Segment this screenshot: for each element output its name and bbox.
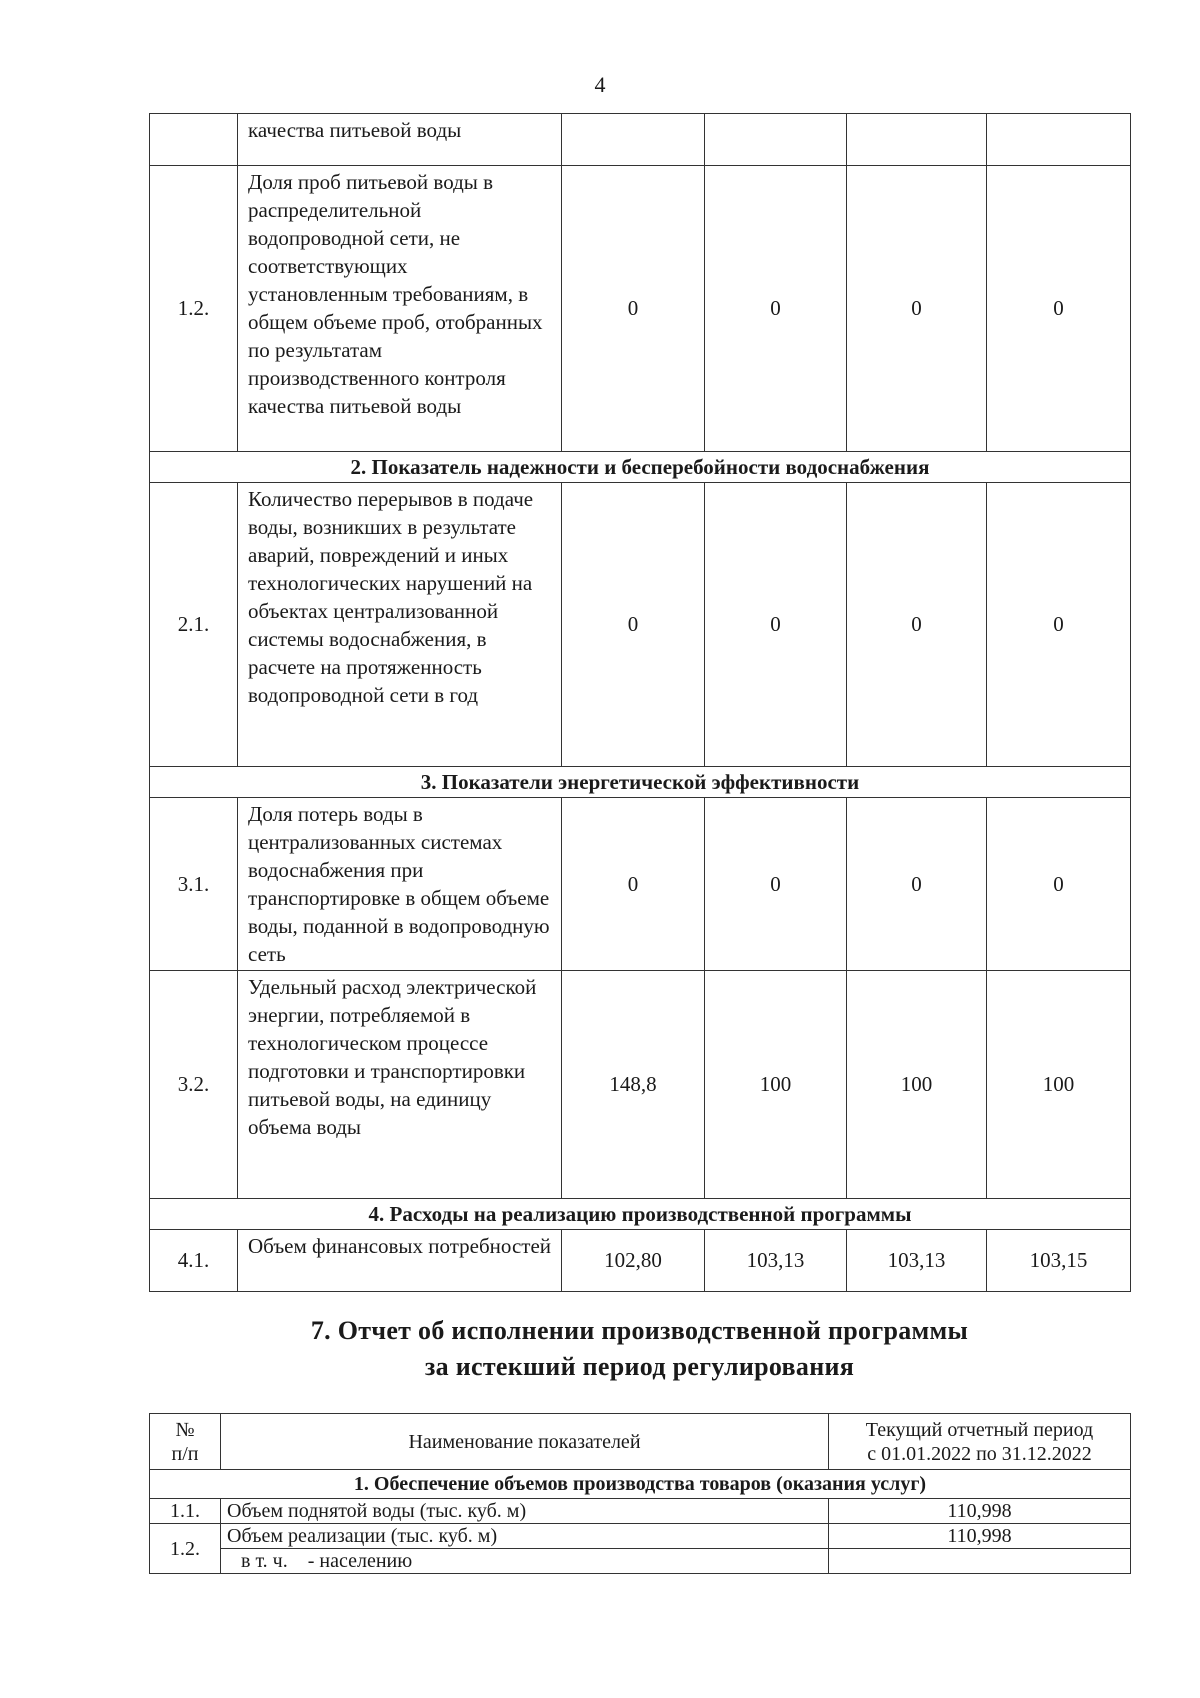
indicator-name: в т. ч. - населению — [221, 1549, 829, 1574]
section-row — [150, 767, 1131, 798]
page-number: 4 — [594, 72, 606, 97]
value-cell: 0 — [705, 166, 847, 452]
table-row — [150, 798, 1131, 971]
section-title: 2. Показатель надежности и бесперебойности водоснабжения — [150, 452, 1131, 483]
value-cell: 0 — [987, 798, 1131, 971]
report-table — [149, 1413, 1131, 1574]
value-cell: 0 — [987, 166, 1131, 452]
header-period-line-1: Текущий отчетный период — [865, 1418, 1094, 1441]
row-number: 1.1. — [150, 1499, 221, 1524]
report-title-line-1: 7. Отчет об исполнении производственной программы — [310, 1316, 969, 1345]
table-row — [150, 1524, 1131, 1549]
value-cell: 110,998 — [829, 1524, 1131, 1549]
table-row — [150, 1549, 1131, 1574]
value-cell: 0 — [562, 798, 705, 971]
section-title: 3. Показатели энергетической эффективности — [150, 767, 1131, 798]
value-cell: 103,13 — [847, 1230, 987, 1292]
value-cell: 100 — [987, 971, 1131, 1199]
row-number: 4.1. — [150, 1230, 238, 1292]
header-row — [150, 1414, 1131, 1470]
indicator-name: качества питьевой воды — [238, 114, 562, 166]
value-cell: 0 — [705, 483, 847, 767]
indicator-name: Объем финансовых потребностей — [238, 1230, 562, 1292]
indicator-name: Удельный расход электрической энергии, потребляемой в технологическом процессе подготовки и транспортировки питьевой воды, на единицу объема воды — [238, 971, 562, 1199]
section-row — [150, 452, 1131, 483]
table-row — [150, 114, 1131, 166]
section-title: 4. Расходы на реализацию производственной программы — [150, 1199, 1131, 1230]
indicator-name: Доля проб питьевой воды в распределительной водопроводной сети, не соответствующих установленным требованиям, в общем объеме проб, отобранных по результатам производственного контроля качества питьевой воды — [238, 166, 562, 452]
row-number: 2.1. — [150, 483, 238, 767]
value-cell — [847, 114, 987, 166]
value-cell: 0 — [847, 166, 987, 452]
report-title — [149, 1313, 1130, 1385]
value-cell: 0 — [847, 483, 987, 767]
header-number-line-1: № — [175, 1418, 195, 1441]
row-number: 1.2. — [150, 1524, 221, 1574]
header-period-line-2: с 01.01.2022 по 31.12.2022 — [867, 1442, 1092, 1465]
indicator-name: Объем поднятой воды (тыс. куб. м) — [221, 1499, 829, 1524]
value-cell: 103,15 — [987, 1230, 1131, 1292]
value-cell: 0 — [562, 166, 705, 452]
header-number — [150, 1414, 221, 1470]
value-cell: 0 — [847, 798, 987, 971]
indicator-name: Количество перерывов в подаче воды, возникших в результате аварий, повреждений и иных технологических нарушений на объектах централизованной системы водоснабжения, в расчете на протяженность водопроводной сети в год — [238, 483, 562, 767]
row-number: 3.2. — [150, 971, 238, 1199]
report-title-line-2: за истекший период регулирования — [424, 1352, 855, 1381]
indicators-table — [149, 113, 1131, 1292]
row-number: 3.1. — [150, 798, 238, 971]
table-row — [150, 1499, 1131, 1524]
value-cell: 100 — [705, 971, 847, 1199]
value-cell — [829, 1549, 1131, 1574]
section-row — [150, 1199, 1131, 1230]
indicator-name: Доля потерь воды в централизованных системах водоснабжения при транспортировке в общем объеме воды, поданной в водопроводную сеть — [238, 798, 562, 971]
table-row — [150, 971, 1131, 1199]
value-cell — [562, 114, 705, 166]
value-cell: 0 — [987, 483, 1131, 767]
value-cell: 0 — [705, 798, 847, 971]
value-cell: 103,13 — [705, 1230, 847, 1292]
section-row — [150, 1470, 1131, 1499]
value-cell: 102,80 — [562, 1230, 705, 1292]
value-cell — [705, 114, 847, 166]
table-row — [150, 483, 1131, 767]
value-cell: 100 — [847, 971, 987, 1199]
header-name: Наименование показателей — [221, 1414, 829, 1470]
section-title: 1. Обеспечение объемов производства товаров (оказания услуг) — [150, 1470, 1131, 1499]
value-cell: 110,998 — [829, 1499, 1131, 1524]
table-row — [150, 166, 1131, 452]
row-number — [150, 114, 238, 166]
header-period — [829, 1414, 1131, 1470]
value-cell — [987, 114, 1131, 166]
row-number: 1.2. — [150, 166, 238, 452]
value-cell: 0 — [562, 483, 705, 767]
indicator-name: Объем реализации (тыс. куб. м) — [221, 1524, 829, 1549]
table-row — [150, 1230, 1131, 1292]
header-number-line-2: п/п — [171, 1442, 199, 1465]
value-cell: 148,8 — [562, 971, 705, 1199]
